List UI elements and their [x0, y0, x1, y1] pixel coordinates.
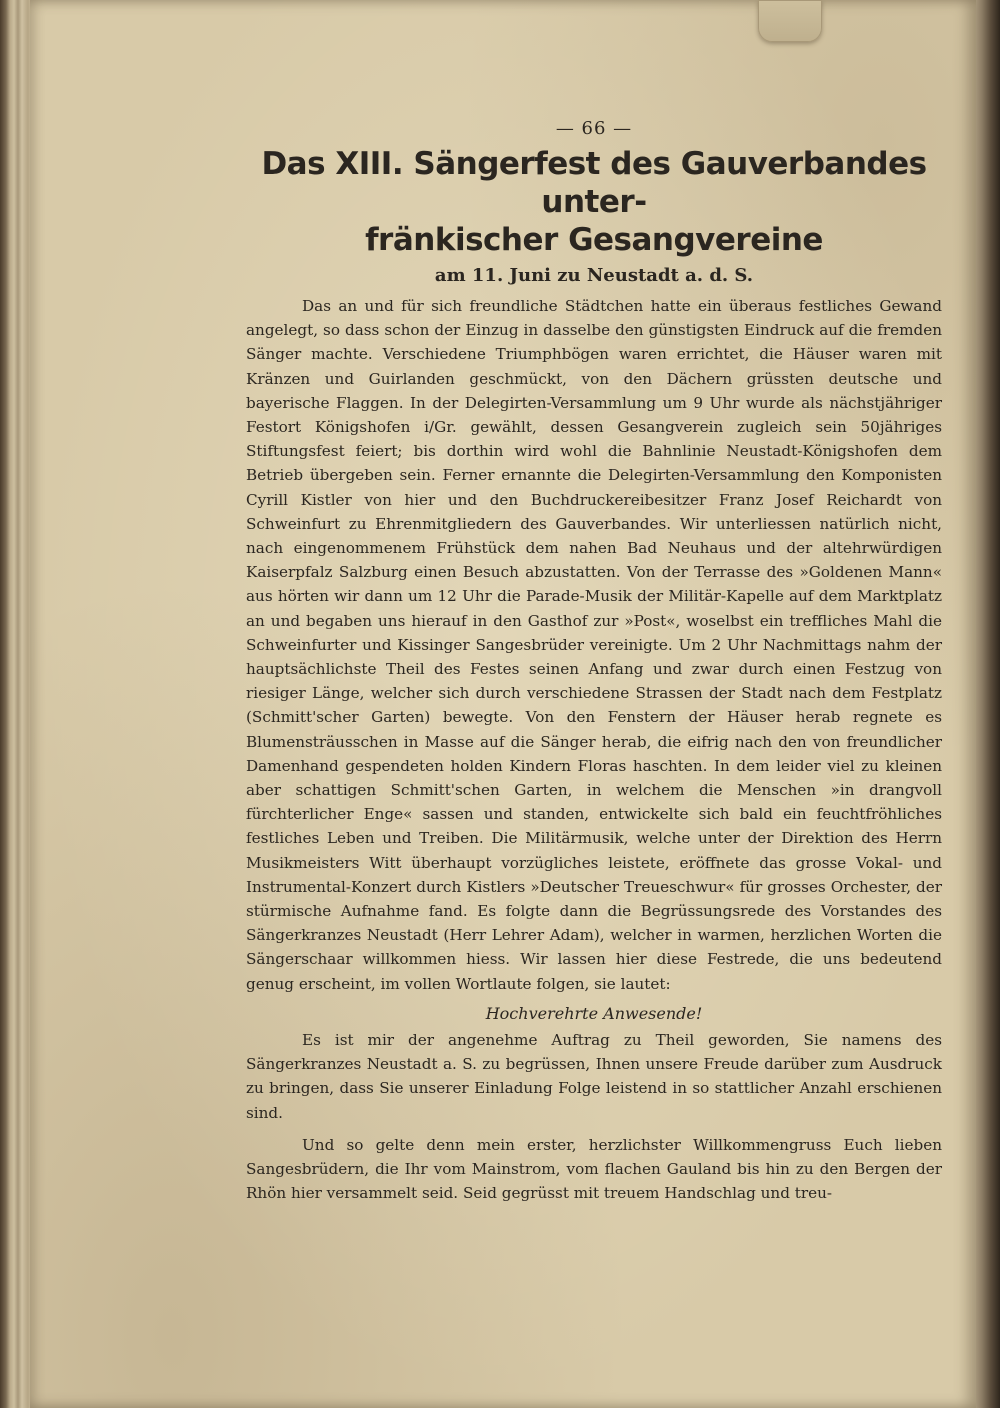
body-paragraph-1: Das an und für sich freundliche Städtchen hatte ein überaus festliches Gewand angelegt, so dass schon der Einzug in dasselbe den günstigsten Eindruck auf die fremden Sänger machte. Verschiedene Triumphbögen waren errichtet, die Häuser waren mit Kränzen und Guirlanden geschmückt, von den Dächern grüssten deutsche und bayerische Flaggen. In der Delegirten-Versammlung um 9 Uhr wurde als nächstjähriger Festort Königshofen i/Gr. gewählt, dessen Gesangverein zugleich sein 50jähriges Stiftungsfest feiert; bis dorthin wird wohl die Bahnlinie Neustadt-Königshofen dem Betrieb übergeben sein. Ferner ernannte die Delegirten-Versammlung den Komponisten Cyrill Kistler von hier und den Buchdruckereibesitzer Franz Josef Reichardt von Schweinfurt zu Ehrenmitgliedern des Gauverbandes. Wir unterliessen natürlich nicht, nach eingenommenem Frühstück dem nahen Bad Neuhaus und der altehrwürdigen Kaiserpfalz Salzburg einen Besuch abzustatten. Von der Terrasse des »Goldenen Mann« aus hörten wir dann um 12 Uhr die Parade-Musik der Militär-Kapelle auf dem Marktplatz an und begaben uns hierauf in den Gasthof zur »Post«, woselbst ein treffliches Mahl die Schweinfurter und Kissinger Sangesbrüder vereinigte. Um 2 Uhr Nachmittags nahm der hauptsächlichste Theil des Festes seinen Anfang und zwar durch einen Festzug von riesiger Länge, welcher sich durch verschiedene Strassen der Stadt nach dem Festplatz (Schmitt'scher Garten) bewegte. Von den Fenstern der Häuser herab regnete es Blumensträusschen in Masse auf die Sänger herab, die eifrig nach den von freundlicher Damenhand gespendeten holden Kindern Floras haschten. In dem leider viel zu kleinen aber schattigen Schmitt'schen Garten, in welchem die Menschen »in drangvoll fürchterlicher Enge« sassen und standen, entwickelte sich bald ein feuchtfröhliches festliches Leben und Treiben. Die Militärmusik, welche unter der Direktion des Herrn Musikmeisters Witt überhaupt vorzügliches leistete, eröffnete das grosse Vokal- und Instrumental-Konzert durch Kistlers »Deutscher Treueschwur« für grosses Orchester, der stürmische Aufnahme fand. Es folgte dann die Begrüssungsrede des Vorstandes des Sängerkranzes Neustadt (Herr Lehrer Adam), welcher in warmen, herzlichen Worten die Sängerschaar willkommen hiess. Wir lassen hier diese Festrede, die uns bedeutend genug erscheint, im vollen Wortlaute folgen, sie lautet: [246, 297, 942, 993]
page-number: — 66 — [555, 118, 633, 139]
article-title-line-2: fränkischer Gesangvereine [365, 222, 823, 258]
body-paragraph-3: Und so gelte denn mein erster, herzlichster Willkommengruss Euch lieben Sangesbrüdern, die Ihr vom Mainstrom, vom flachen Gauland bis hin zu den Bergen der Rhön hier versammelt seid. Seid gegrüsst mit treuem Handschlag und treu- [246, 1135, 942, 1203]
body-paragraph-2: Es ist mir der angenehme Auftrag zu Theil geworden, Sie namens des Sängerkranzes Neustadt a. S. zu begrüssen, Ihnen unsere Freude darüber zum Ausdruck zu bringen, dass Sie unserer Einladung Folge leistend in so stattlicher Anzahl erschienen sind. [246, 1030, 942, 1122]
article-subtitle: am 11. Juni zu Neustadt a. d. S. [434, 265, 754, 286]
article-title-line-1: Das XIII. Sängerfest des Gauverbandes unter- [261, 146, 927, 220]
bookmark-tab [758, 0, 822, 42]
book-page [30, 0, 976, 1408]
page-content [246, 118, 942, 1205]
speech-salutation: Hochverehrte Anwesende! [485, 1003, 703, 1023]
